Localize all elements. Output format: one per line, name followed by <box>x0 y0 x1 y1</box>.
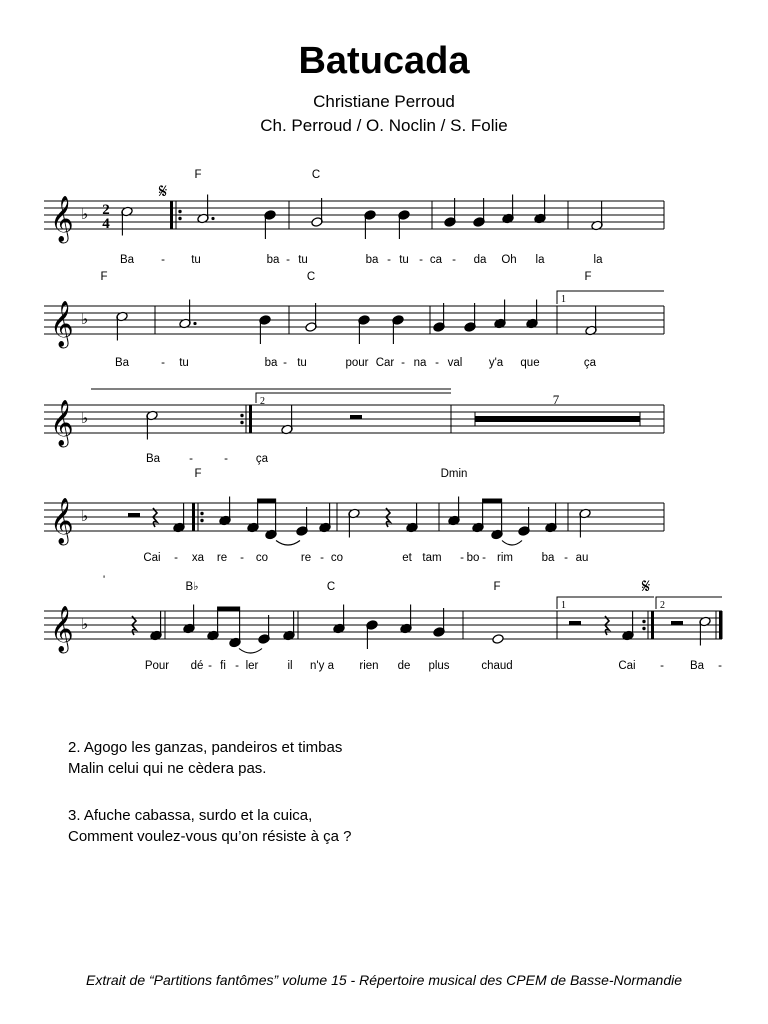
lyric-syllable: - <box>460 552 464 564</box>
lyric-syllable: - <box>235 660 239 672</box>
chord-symbol: F <box>100 271 108 283</box>
lyric-syllable: chaud <box>481 660 513 672</box>
key-flat-icon: ♭ <box>81 615 89 633</box>
lyric-syllable: ba <box>264 357 278 369</box>
repeat-dot <box>200 519 203 522</box>
lyric-syllable: - <box>320 552 324 564</box>
lyric-syllable: y'a <box>488 357 504 369</box>
time-sig-bottom: 4 <box>102 216 110 232</box>
beam <box>258 499 276 503</box>
lyric-syllable: que <box>520 357 540 369</box>
chord-symbol: C <box>311 169 321 181</box>
lyric-syllable: re <box>216 552 228 564</box>
key-flat-icon: ♭ <box>81 507 89 525</box>
lyric-syllable: au <box>575 552 589 564</box>
treble-clef-icon: 𝄞 <box>50 400 74 446</box>
lyric-syllable: - <box>161 357 165 369</box>
repeat-dot <box>200 512 203 515</box>
verse-2 <box>68 737 342 779</box>
dot <box>193 322 196 325</box>
chord-symbol: Dmin <box>440 468 468 480</box>
key-flat-icon: ♭ <box>81 310 89 328</box>
tie <box>239 649 262 654</box>
verse-3 <box>68 805 351 847</box>
lyric-syllable: - <box>208 660 212 672</box>
lyric-syllable: Cai <box>143 552 161 564</box>
beam <box>218 607 240 611</box>
lyric-syllable: Ba <box>114 357 130 369</box>
lyric-syllable: - <box>174 552 178 564</box>
lyric-syllable: rien <box>359 660 379 672</box>
lyric-syllable: Pour <box>144 660 170 672</box>
lyric-syllable: ba <box>541 552 555 564</box>
treble-clef-icon: 𝄞 <box>50 606 74 652</box>
lyric-syllable: pour <box>345 357 369 369</box>
lyric-syllable: - <box>286 254 290 266</box>
lyric-syllable: - <box>161 254 165 266</box>
lyric-syllable: ca <box>429 254 443 266</box>
chord-symbol: F <box>194 468 202 480</box>
volta-number: 1 <box>561 294 566 305</box>
song-title: Batucada <box>298 40 470 82</box>
lyric-syllable: tu <box>191 254 201 266</box>
repeat-dot <box>642 627 645 630</box>
lyric-syllable: tam <box>422 552 442 564</box>
lyric-syllable: - <box>387 254 391 266</box>
verse-2-line-1: 2. Agogo les ganzas, pandeiros et timbas <box>68 739 343 756</box>
half-rest <box>569 621 581 625</box>
segno-icon: 𝄋 <box>641 574 651 598</box>
lyric-syllable: Cai <box>618 660 636 672</box>
volta-bracket <box>656 597 722 609</box>
lyric-syllable: bo <box>466 552 480 564</box>
repeat-dot <box>240 421 243 424</box>
repeat-dot <box>178 210 181 213</box>
lyricist-credit: Christiane Perroud <box>313 92 455 111</box>
lyric-syllable: la <box>535 254 545 266</box>
repeat-dot <box>240 414 243 417</box>
lyric-syllable: Ba <box>689 660 705 672</box>
lyric-syllable: ça <box>583 357 597 369</box>
note-head <box>492 634 504 645</box>
lyric-syllable: Ba <box>119 254 135 266</box>
half-rest <box>128 513 140 517</box>
lyric-syllable: tu <box>297 357 307 369</box>
treble-clef-icon: 𝄞 <box>50 301 74 347</box>
lyric-syllable: - <box>482 552 486 564</box>
verse-3-line-1: 3. Afuche cabassa, surdo et la cuica, <box>68 807 313 824</box>
composer-credit: Ch. Perroud / O. Noclin / S. Folie <box>260 116 508 135</box>
repeat-dot <box>178 217 181 220</box>
lyric-syllable: - <box>283 357 287 369</box>
lyric-syllable: la <box>593 254 603 266</box>
lyric-syllable: tu <box>399 254 409 266</box>
lyric-syllable: - <box>240 552 244 564</box>
volta-number: 1 <box>561 600 566 611</box>
lyric-syllable: - <box>224 453 228 465</box>
treble-clef-icon: 𝄞 <box>50 498 74 544</box>
lyric-syllable: Car <box>375 357 395 369</box>
lyric-syllable: ler <box>245 660 259 672</box>
lyric-syllable: co <box>255 552 269 564</box>
lyric-syllable: - <box>660 660 664 672</box>
lyric-syllable: da <box>473 254 487 266</box>
lyric-syllable: fi <box>220 660 226 672</box>
time-sig-top: 2 <box>102 202 110 218</box>
tie <box>502 541 522 546</box>
lyric-syllable: co <box>330 552 344 564</box>
chord-symbol: F <box>194 169 202 181</box>
volta-bracket <box>557 291 664 304</box>
key-flat-icon: ♭ <box>81 205 89 223</box>
multi-measure-rest <box>475 416 640 422</box>
chord-symbol: F <box>493 581 501 593</box>
lyric-syllable: - <box>718 660 722 672</box>
segno-icon: 𝄋 <box>158 179 168 203</box>
repeat-thick-bar <box>651 611 654 639</box>
lyric-syllable: Ba <box>145 453 161 465</box>
volta-bracket <box>557 597 654 609</box>
volta-number: 2 <box>660 600 665 611</box>
verse-2-line-2: Malin celui qui ne cèdera pas. <box>68 760 267 777</box>
lyric-syllable: - <box>452 254 456 266</box>
multi-rest-count: 7 <box>552 392 560 407</box>
treble-clef-icon: 𝄞 <box>50 196 74 242</box>
verse-3-line-2: Comment voulez-vous qu’on résiste à ça ? <box>68 828 352 845</box>
repeat-thick-bar <box>249 405 252 433</box>
lyric-syllable: et <box>402 552 412 564</box>
lyric-syllable: plus <box>428 660 450 672</box>
repeat-thick-bar <box>170 201 173 229</box>
half-rest <box>350 415 362 419</box>
beam <box>483 499 502 503</box>
lyric-syllable: Oh <box>501 254 517 266</box>
volta-bracket <box>256 393 451 403</box>
lyric-syllable: - <box>564 552 568 564</box>
dot <box>211 217 214 220</box>
lyric-syllable: n'y a <box>310 660 334 672</box>
key-flat-icon: ♭ <box>81 409 89 427</box>
chord-symbol: B♭ <box>185 581 199 593</box>
lyric-syllable: ba <box>365 254 379 266</box>
lyric-syllable: - <box>435 357 439 369</box>
repeat-dot <box>642 620 645 623</box>
lyric-syllable: val <box>447 357 463 369</box>
lyric-syllable: il <box>287 660 293 672</box>
half-rest <box>671 621 683 625</box>
source-footer: Extrait de “Partitions fantômes” volume 15 - Répertoire musical des CPEM de Basse-Normandie <box>85 972 683 988</box>
lyric-syllable: na <box>413 357 427 369</box>
lyric-syllable: ça <box>255 453 269 465</box>
chord-symbol: C <box>326 581 336 593</box>
breath-mark: ' <box>102 574 106 586</box>
lyric-syllable: ba <box>266 254 280 266</box>
lyric-syllable: - <box>189 453 193 465</box>
lyric-syllable: re <box>300 552 312 564</box>
tie <box>276 541 300 546</box>
lyric-syllable: dé <box>190 660 204 672</box>
lyric-syllable: de <box>397 660 411 672</box>
lyric-syllable: xa <box>191 552 205 564</box>
lyric-syllable: tu <box>298 254 308 266</box>
lyric-syllable: - <box>419 254 423 266</box>
chord-symbol: C <box>306 271 316 283</box>
volta-number: 2 <box>260 396 265 407</box>
chord-symbol: F <box>584 271 592 283</box>
lyric-syllable: rim <box>497 552 513 564</box>
lyric-syllable: tu <box>179 357 189 369</box>
final-thick-bar <box>719 611 723 639</box>
lyric-syllable: - <box>401 357 405 369</box>
repeat-thick-bar <box>192 503 195 531</box>
